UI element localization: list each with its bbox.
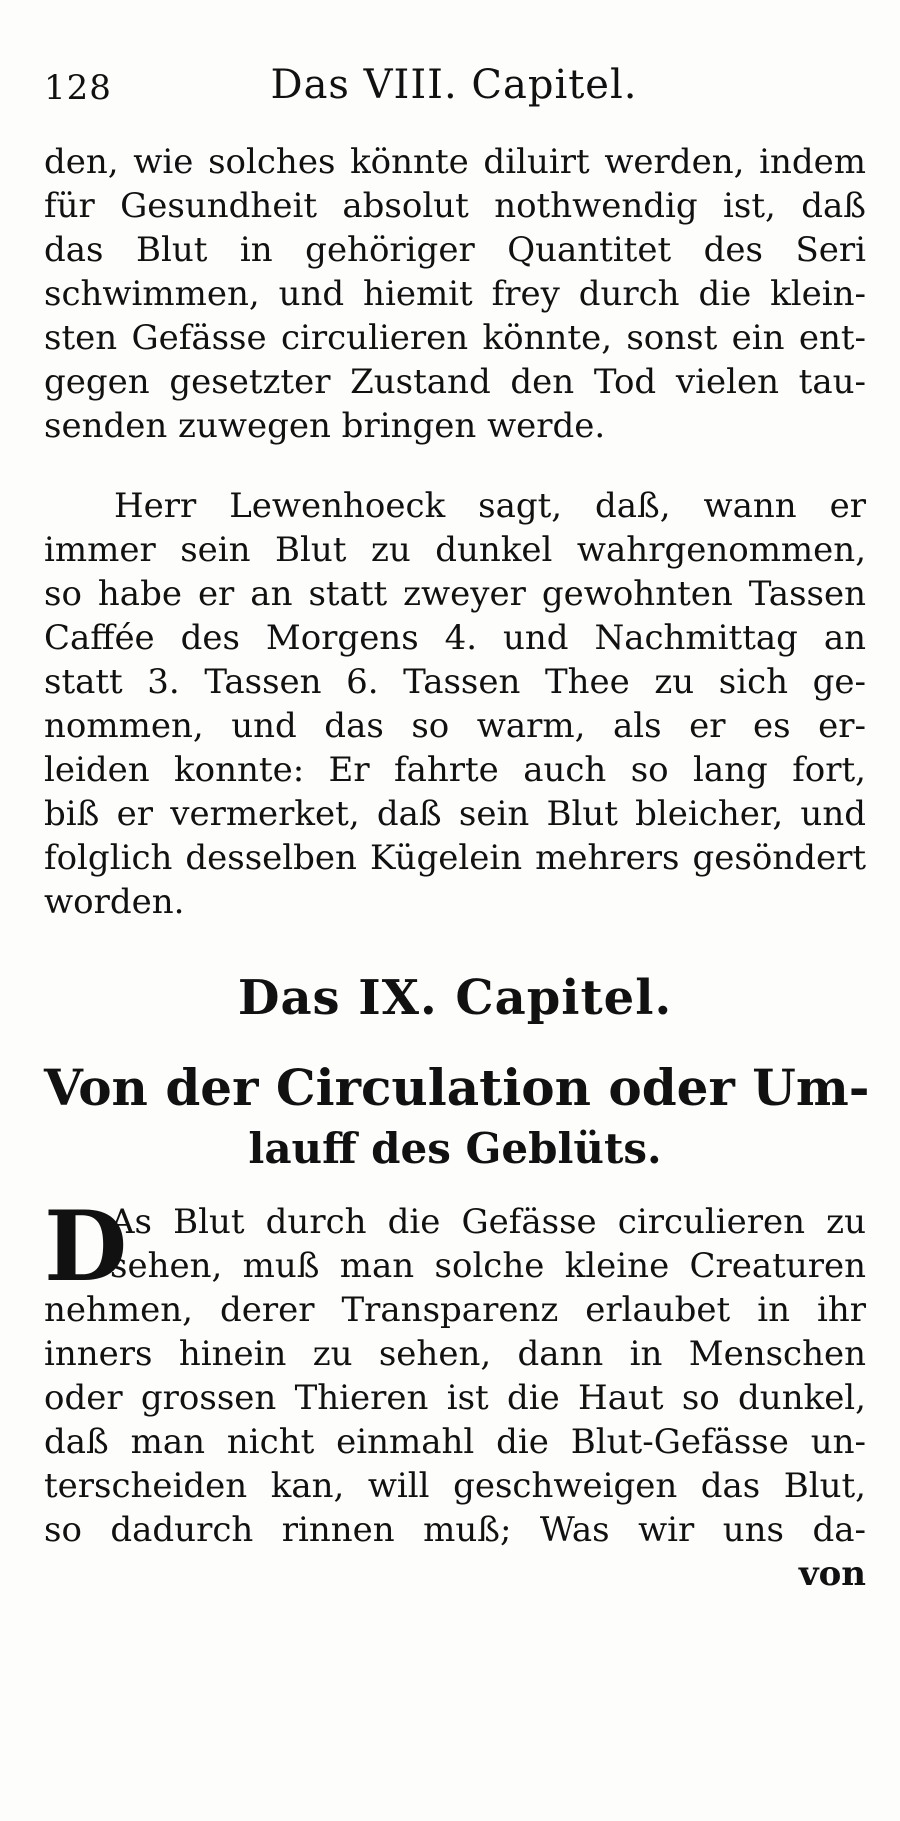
- text-line: so dadurch rinnen muß; Was wir uns da-: [44, 1510, 866, 1550]
- catchword: von: [798, 1554, 866, 1594]
- text-line: so habe er an statt zweyer gewohnten Tassen: [44, 574, 866, 614]
- text-line: senden zuwegen bringen werde.: [44, 406, 606, 446]
- text-line: statt 3. Tassen 6. Tassen Thee zu sich ge-: [44, 662, 866, 702]
- page-header: [44, 62, 864, 118]
- text-line: terscheiden kan, will geschweigen das Blut,: [44, 1466, 866, 1506]
- paragraph-circulation: [44, 1190, 866, 1552]
- text-line: für Gesundheit absolut nothwendig ist, daß: [44, 186, 866, 226]
- text-line: den, wie solches könnte diluirt werden, indem: [44, 142, 866, 182]
- drop-cap: D: [44, 1190, 128, 1303]
- text-line: Herr Lewenhoeck sagt, daß, wann er: [114, 486, 866, 526]
- text-line: nommen, und das so warm, als er es er-: [44, 706, 866, 746]
- text-line: inners hinein zu sehen, dann in Menschen: [44, 1334, 866, 1374]
- text-line: nehmen, derer Transparenz erlaubet in ihr: [44, 1290, 866, 1330]
- text-line: gegen gesetzter Zustand den Tod vielen tau-: [44, 362, 866, 402]
- text-line: oder grossen Thieren ist die Haut so dunkel,: [44, 1378, 866, 1418]
- text-line: sten Gefässe circulieren könnte, sonst ein ent-: [44, 318, 866, 358]
- text-line: Caffée des Morgens 4. und Nachmittag an: [44, 618, 866, 658]
- chapter-title-line-2: lauff des Geblüts.: [248, 1124, 662, 1173]
- text-line: daß man nicht einmahl die Blut-Gefässe un-: [44, 1422, 866, 1462]
- chapter-heading: Das IX. Capitel.: [237, 970, 673, 1026]
- text-line: leiden konnte: Er fahrte auch so lang fort,: [44, 750, 866, 790]
- page-number: 128: [44, 68, 112, 108]
- text-line: immer sein Blut zu dunkel wahrgenommen,: [44, 530, 866, 570]
- running-head: Das VIII. Capitel.: [270, 62, 638, 108]
- text-line: biß er vermerket, daß sein Blut bleicher, und: [44, 794, 866, 834]
- text-line: worden.: [44, 882, 185, 922]
- paragraph-continued: [44, 140, 866, 448]
- text-line: das Blut in gehöriger Quantitet des Seri: [44, 230, 866, 270]
- text-line: As Blut durch die Gefässe circulieren zu: [110, 1202, 866, 1242]
- text-line: sehen, muß man solche kleine Creaturen: [110, 1246, 866, 1286]
- chapter-title-line-1: Von der Circulation oder Um-: [44, 1058, 870, 1117]
- text-line: folglich desselben Kügelein mehrers gesöndert: [44, 838, 866, 878]
- text-line: schwimmen, und hiemit frey durch die klein-: [44, 274, 866, 314]
- paragraph-lewenhoeck: [44, 484, 866, 924]
